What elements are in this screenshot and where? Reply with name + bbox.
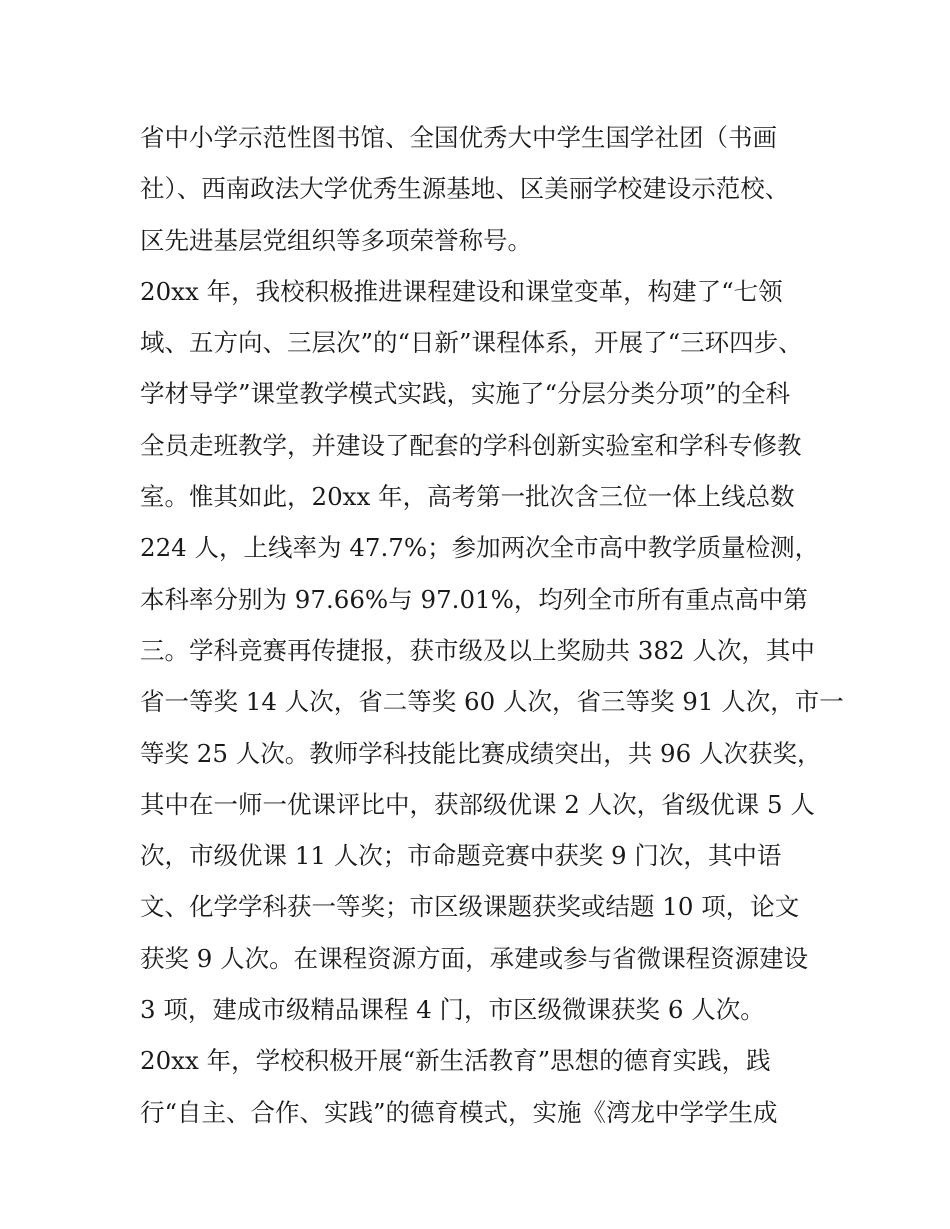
text-line: 省中小学示范性图书馆、全国优秀大中学生国学社团（书画	[140, 123, 777, 152]
text-line: 省一等奖 14 人次，省二等奖 60 人次，省三等奖 91 人次，市一	[140, 687, 844, 717]
text-line: 本科率分别为 97.66%与 97.01%，均列全市所有重点高中第	[140, 584, 808, 614]
text-line: 三。学科竞赛再传捷报，获市级及以上奖励共 382 人次，其中	[140, 635, 815, 665]
text-line: 等奖 25 人次。教师学科技能比赛成绩突出，共 96 人次获奖，	[140, 738, 822, 768]
text-line: 次，市级优课 11 人次；市命题竞赛中获奖 9 门次，其中语	[140, 841, 782, 871]
text-line: 学材导学”课堂教学模式实践，实施了“分层分类分项”的全科	[140, 379, 791, 409]
text-line: 室。惟其如此，20xx 年，高考第一批次含三位一体上线总数	[140, 482, 795, 512]
text-line: 区先进基层党组织等多项荣誉称号。	[140, 225, 532, 255]
text-line: 社）、西南政法大学优秀生源基地、区美丽学校建设示范校、	[140, 174, 790, 204]
text-line: 获奖 9 人次。在课程资源方面，承建或参与省微课程资源建设	[140, 943, 809, 973]
text-line: 域、五方向、三层次”的“日新”课程体系，开展了“三环四步、	[140, 328, 803, 358]
text-line: 全员走班教学，并建设了配套的学科创新实验室和学科专修教	[140, 430, 802, 460]
text-line: 20xx 年，我校积极推进课程建设和课堂变革，构建了“七领	[140, 276, 783, 306]
text-line: 文、化学学科获一等奖；市区级课题获奖或结题 10 项，论文	[140, 892, 800, 922]
body-text	[140, 112, 844, 1138]
text-line: 行“自主、合作、实践”的德育模式，实施《湾龙中学学生成	[140, 1097, 778, 1127]
text-line: 20xx 年，学校积极开展“新生活教育”思想的德育实践，践	[140, 1046, 771, 1076]
text-line: 其中在一师一优课评比中，获部级优课 2 人次，省级优课 5 人	[140, 789, 815, 819]
text-line: 3 项，建成市级精品课程 4 门，市区级微课获奖 6 人次。	[140, 995, 765, 1025]
text-line: 224 人，上线率为 47.7%；参加两次全市高中教学质量检测，	[140, 533, 820, 563]
